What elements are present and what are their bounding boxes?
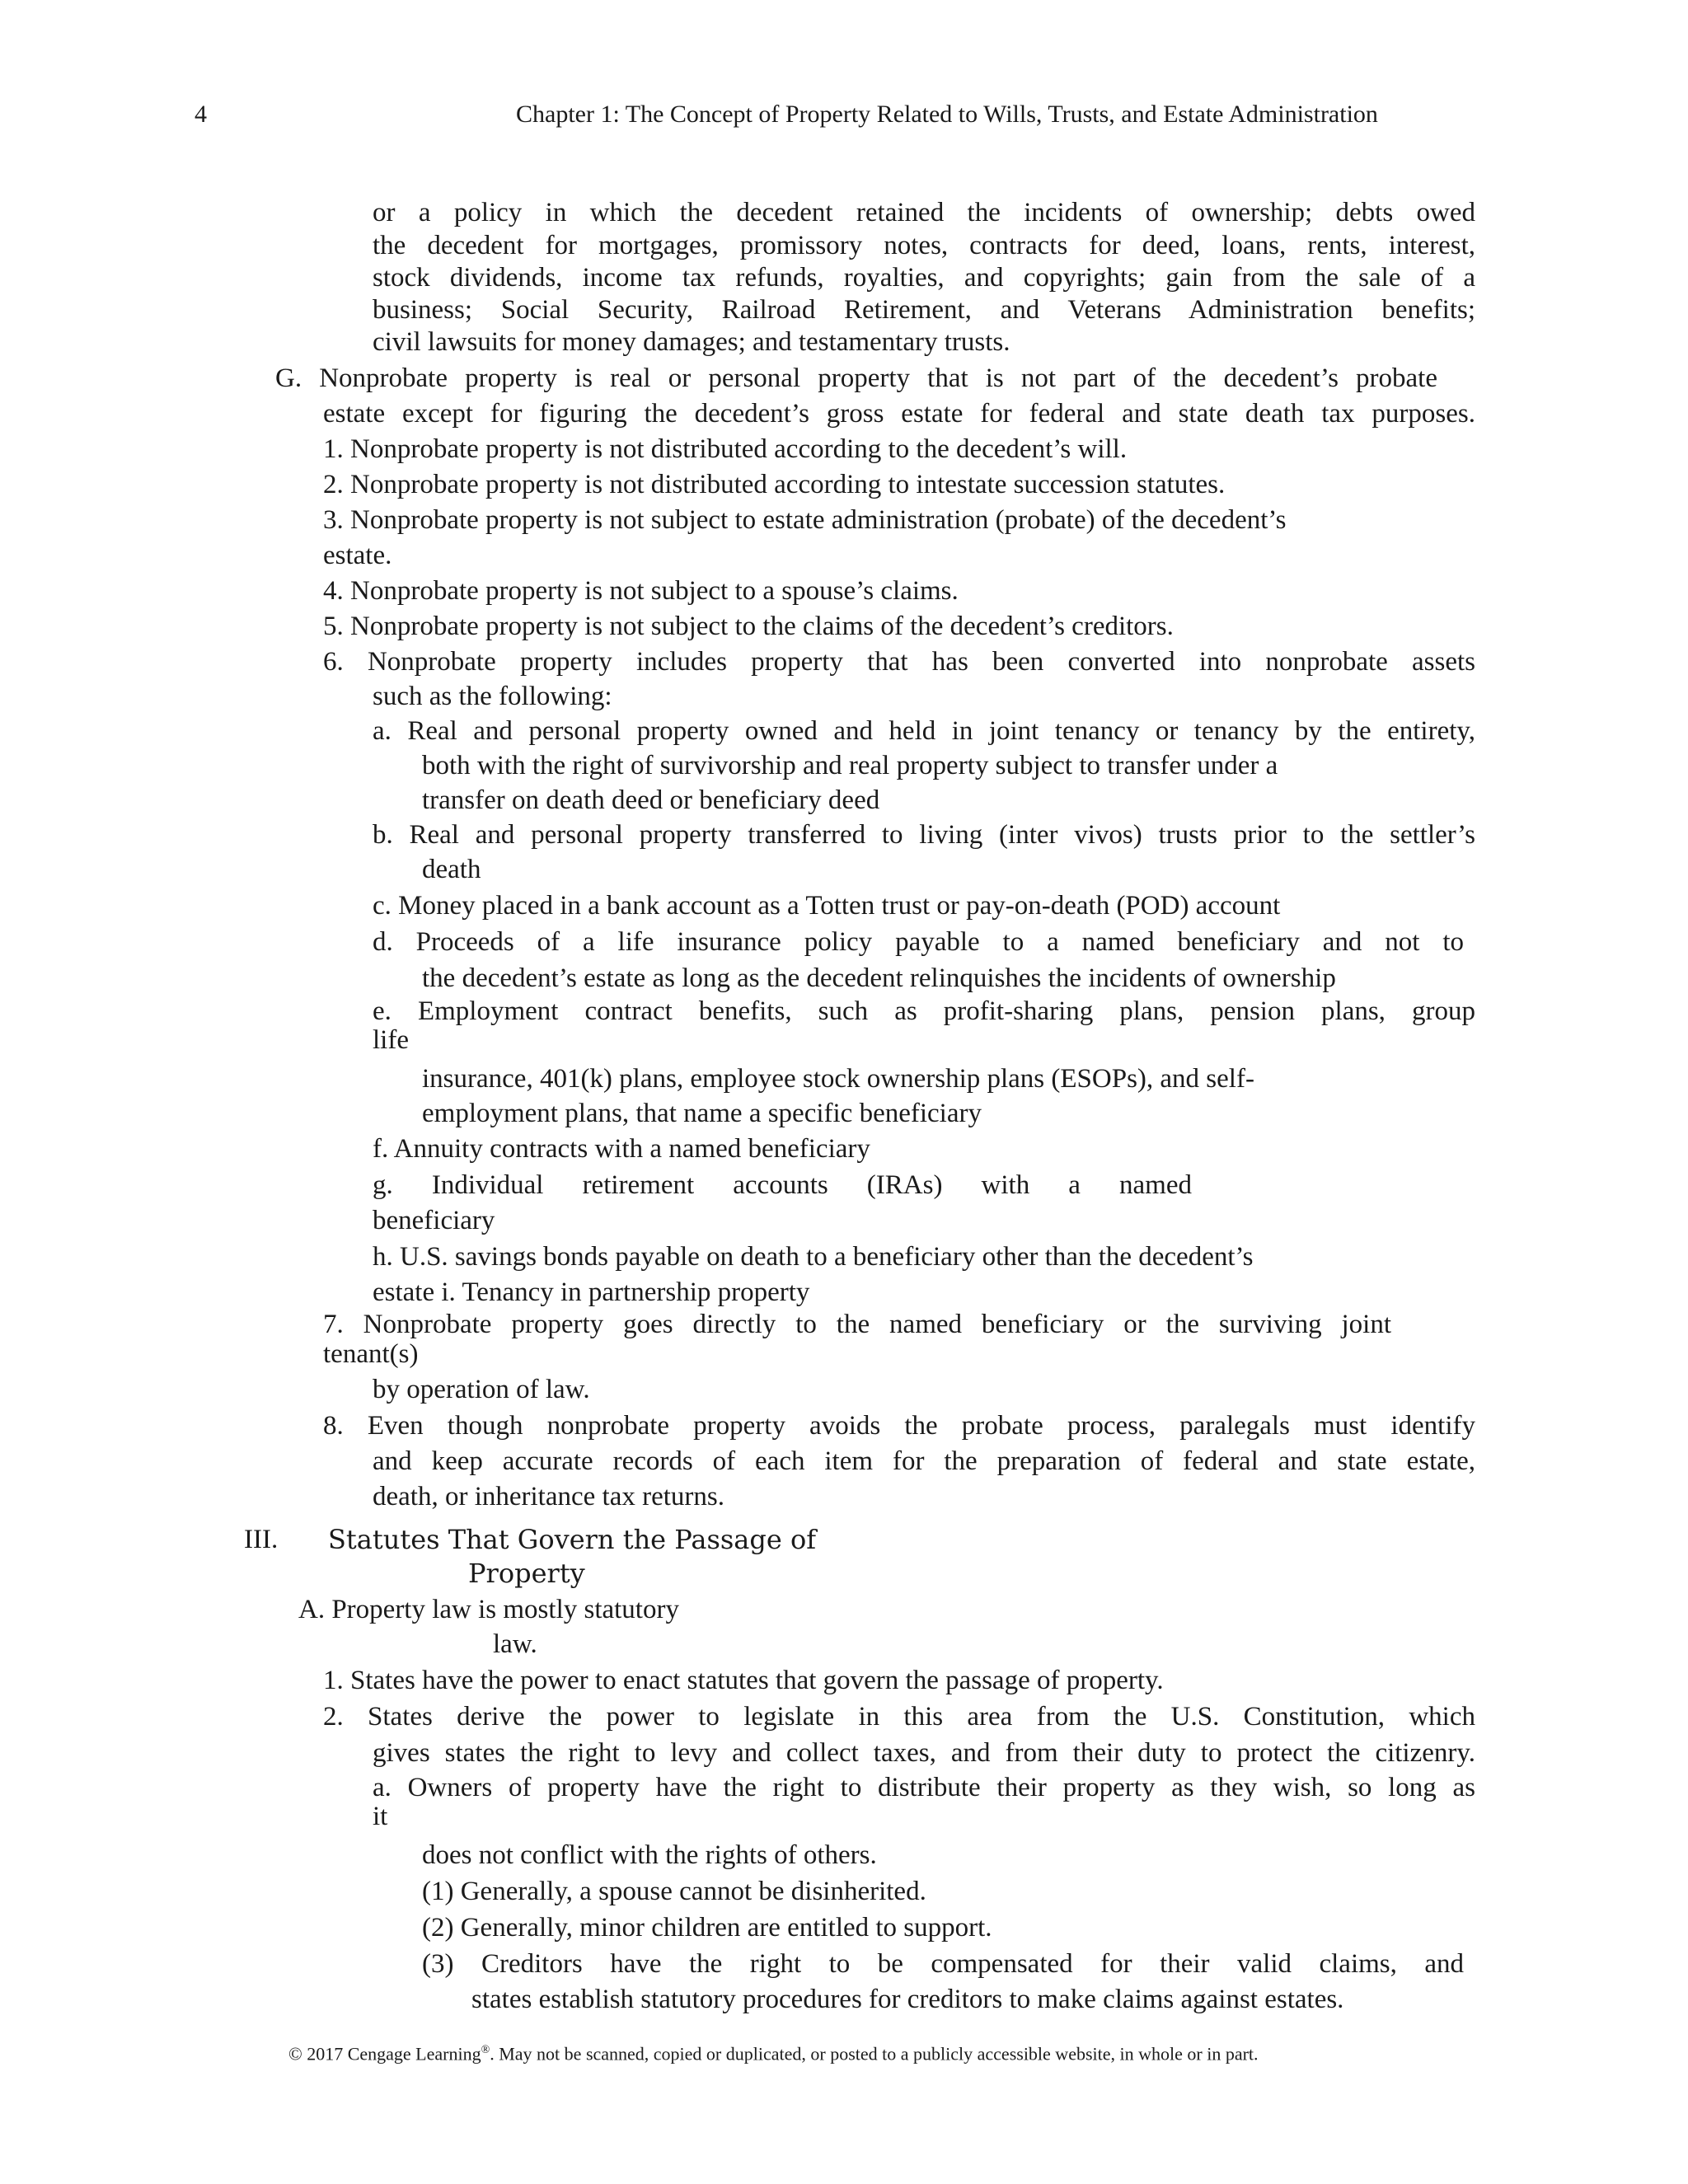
page-number: 4	[195, 101, 207, 128]
text-line: estate i. Tenancy in partnership property	[373, 1277, 810, 1307]
running-header: Chapter 1: The Concept of Property Related to Wills, Trusts, and Estate Administration	[516, 101, 1378, 128]
outline-item: 2. States derive the power to legislate in this area from the U.S. Constitution, which	[323, 1702, 1475, 1732]
outline-item: 2. Nonprobate property is not distributed according to intestate succession statutes.	[323, 470, 1226, 499]
outline-item: (2) Generally, minor children are entitled to support.	[422, 1913, 992, 1943]
outline-item: 8. Even though nonprobate property avoids the probate process, paralegals must identify	[323, 1411, 1475, 1441]
section-heading: Statutes That Govern the Passage of	[328, 1524, 817, 1555]
outline-item: h. U.S. savings bonds payable on death to a beneficiary other than the decedent’s	[373, 1242, 1254, 1272]
text-line: life	[373, 1025, 409, 1055]
text-line: tenant(s)	[323, 1339, 419, 1369]
text-line: both with the right of survivorship and real property subject to transfer under a	[422, 751, 1278, 780]
copyright-footer	[288, 2034, 1259, 2070]
text-line: or a policy in which the decedent retained the incidents of ownership; debts owed	[373, 198, 1475, 227]
text-line: business; Social Security, Railroad Retirement, and Veterans Administration benefits;	[373, 295, 1475, 325]
registered-mark: ®	[481, 2044, 490, 2056]
outline-item: e. Employment contract benefits, such as profit-sharing plans, pension plans, group	[373, 996, 1475, 1026]
text-line: law.	[493, 1629, 537, 1659]
outline-item: c. Money placed in a bank account as a Totten trust or pay-on-death (POD) account	[373, 891, 1281, 921]
text-line: beneficiary	[373, 1206, 495, 1235]
text-line: and keep accurate records of each item for the preparation of federal and state estate,	[373, 1446, 1475, 1476]
text-line: such as the following:	[373, 682, 612, 711]
text-line: transfer on death deed or beneficiary deed	[422, 785, 880, 815]
outline-item-a: A. Property law is mostly statutory	[298, 1595, 679, 1624]
outline-item: 1. Nonprobate property is not distributed according to the decedent’s will.	[323, 434, 1128, 464]
text-line: stock dividends, income tax refunds, royalties, and copyrights; gain from the sale of a	[373, 263, 1475, 293]
copyright-notice: . May not be scanned, copied or duplicated, or posted to a publicly accessible website, in whole or in part.	[490, 2043, 1259, 2064]
outline-item: b. Real and personal property transferred to living (inter vivos) trusts prior to the settler’s	[373, 820, 1475, 850]
outline-item: f. Annuity contracts with a named beneficiary	[373, 1134, 870, 1164]
text-line: employment plans, that name a specific beneficiary	[422, 1099, 982, 1128]
outline-item: 5. Nonprobate property is not subject to the claims of the decedent’s creditors.	[323, 612, 1174, 641]
outline-item: 4. Nonprobate property is not subject to a spouse’s claims.	[323, 576, 959, 606]
text-line: does not conflict with the rights of others.	[422, 1840, 877, 1870]
outline-item: 1. States have the power to enact statutes that govern the passage of property.	[323, 1666, 1164, 1695]
outline-item: a. Owners of property have the right to distribute their property as they wish, so long as	[373, 1773, 1475, 1802]
outline-item: 6. Nonprobate property includes property that has been converted into nonprobate assets	[323, 647, 1475, 677]
text-line: death, or inheritance tax returns.	[373, 1482, 724, 1511]
text-line: the decedent for mortgages, promissory notes, contracts for deed, loans, rents, interest,	[373, 231, 1475, 260]
outline-item-g: G. Nonprobate property is real or personal property that is not part of the decedent’s probate	[275, 363, 1437, 393]
outline-item: g. Individual retirement accounts (IRAs) with a named	[373, 1170, 1192, 1200]
outline-item: 3. Nonprobate property is not subject to estate administration (probate) of the decedent’s	[323, 505, 1287, 535]
text-line: it	[373, 1802, 388, 1831]
text-line: insurance, 401(k) plans, employee stock ownership plans (ESOPs), and self-	[422, 1064, 1254, 1094]
outline-item: (3) Creditors have the right to be compensated for their valid claims, and	[422, 1949, 1464, 1979]
copyright-text: © 2017 Cengage Learning	[288, 2043, 481, 2064]
text-line: the decedent’s estate as long as the decedent relinquishes the incidents of ownership	[422, 963, 1336, 993]
text-line: by operation of law.	[373, 1375, 590, 1404]
text-line: estate.	[323, 541, 392, 570]
text-line: states establish statutory procedures for creditors to make claims against estates.	[471, 1985, 1344, 2014]
section-number: III.	[244, 1525, 279, 1554]
outline-item: (1) Generally, a spouse cannot be disinherited.	[422, 1877, 926, 1906]
text-line: estate except for figuring the decedent’s gross estate for federal and state death tax purposes.	[323, 399, 1475, 429]
text-line: gives states the right to levy and collect taxes, and from their duty to protect the citizenry.	[373, 1738, 1475, 1768]
outline-item: d. Proceeds of a life insurance policy payable to a named beneficiary and not to	[373, 927, 1464, 957]
text-line: death	[422, 855, 481, 884]
outline-item: 7. Nonprobate property goes directly to the named beneficiary or the surviving joint	[323, 1310, 1391, 1339]
outline-item: a. Real and personal property owned and held in joint tenancy or tenancy by the entirety,	[373, 716, 1475, 746]
section-heading-continued: Property	[468, 1558, 585, 1589]
text-line: civil lawsuits for money damages; and testamentary trusts.	[373, 327, 1010, 357]
